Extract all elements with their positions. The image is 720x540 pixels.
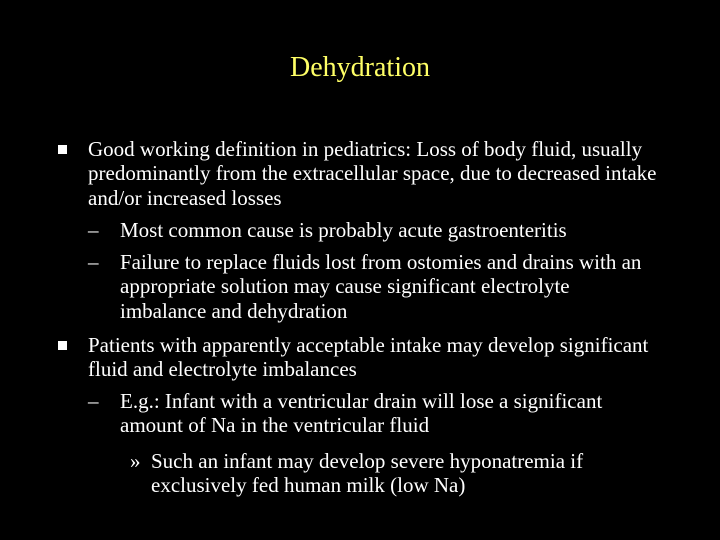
square-bullet-icon xyxy=(58,341,67,350)
bullet-text: Good working definition in pediatrics: Loss of body fluid, usually predominantly from the extracellular space, due to decreased intake and/or increased losses xyxy=(88,137,657,210)
bullet-text: Patients with apparently acceptable intake may develop significant fluid and electrolyte imbalances xyxy=(88,333,649,382)
sub-sub-bullet-text: Such an infant may develop severe hyponatremia if exclusively fed human milk (low Na) xyxy=(151,449,584,498)
dash-marker: – xyxy=(88,218,99,242)
slide-title: Dehydration xyxy=(290,52,430,83)
dash-marker: – xyxy=(88,389,99,413)
chevron-marker: » xyxy=(130,449,141,473)
square-bullet-icon xyxy=(58,145,67,154)
sub-bullet-text: E.g.: Infant with a ventricular drain will lose a significant amount of Na in the ventricular fluid xyxy=(120,389,603,438)
dash-marker: – xyxy=(88,250,99,274)
sub-bullet-text: Failure to replace fluids lost from ostomies and drains with an appropriate solution may cause significant electrolyte imbalance and dehydration xyxy=(120,250,642,323)
sub-bullet-text: Most common cause is probably acute gastroenteritis xyxy=(120,218,567,242)
